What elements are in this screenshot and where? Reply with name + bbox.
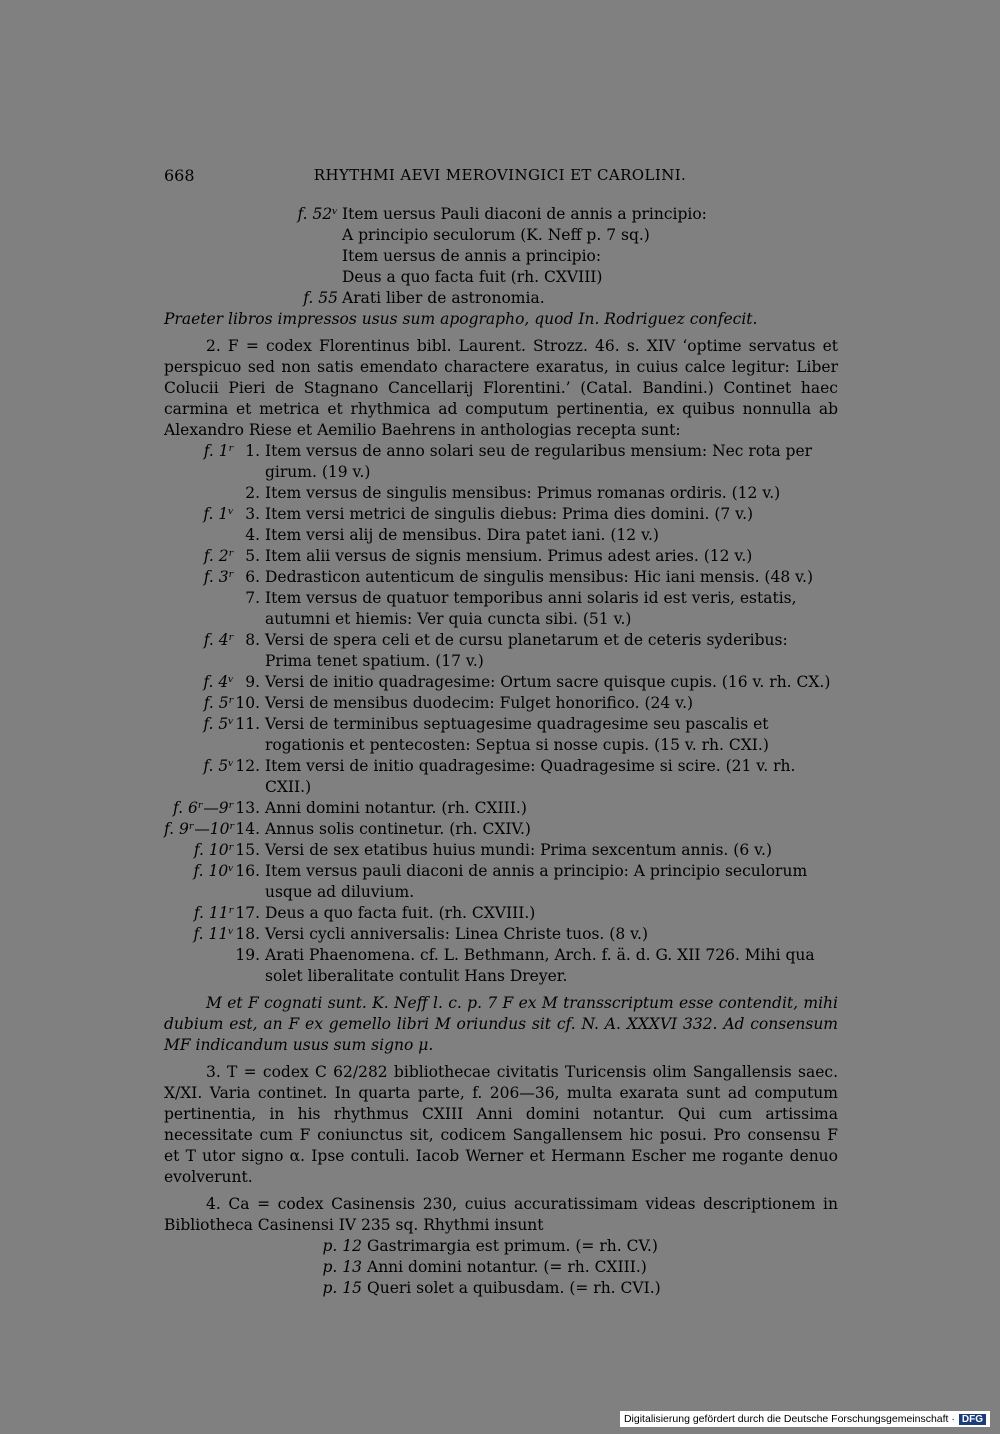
paragraph-codex-ca: 4. Ca = codex Casinensis 230, cuius accuratissimam videas descriptionem in Bibliotheca Casinensi IV 235 sq. Rhythmi insunt	[164, 1195, 838, 1234]
item-number: 9.	[245, 673, 260, 691]
folio-reference: f. 4ᵛ	[203, 673, 234, 691]
paragraph-codex-t: 3. T = codex C 62/282 bibliothecae civitatis Turicensis olim Sangallensis saec. X/XI. Varia continet. In quarta parte, f. 206—36, multa exarata sunt ad computum pertinentia, in his rhythmus CXIII Anni domini notantur. Qui cum artissima necessitate cum F coniunctus sit, codicem Sangallensem hic posui. Pro consensu F et T utor signo α. Ipse contuli. Iacob Werner et Hermann Escher me rogante denuo evolverunt.	[164, 1063, 838, 1186]
contents-item	[164, 819, 838, 840]
item-number: 12.	[235, 757, 260, 775]
manuscript-entry	[164, 267, 838, 288]
page-entry	[164, 1236, 838, 1257]
folio-reference: f. 3ʳ	[203, 568, 234, 586]
contents-item	[164, 756, 838, 798]
item-number: 1.	[245, 442, 260, 460]
folio-reference: f. 5ᵛ	[203, 715, 234, 733]
contents-item	[164, 630, 838, 672]
item-number: 5.	[245, 547, 260, 565]
entry-text: A principio seculorum (K. Neff p. 7 sq.)	[342, 226, 650, 244]
dfg-logo: DFG	[959, 1414, 986, 1425]
item-text: Item versus de singulis mensibus: Primus romanas ordiris. (12 v.)	[265, 484, 781, 502]
item-text: Item versus de quatuor temporibus anni solaris id est veris, estatis, autumni et hiemis: Ver quia cuncta sibi. (51 v.)	[265, 589, 797, 628]
item-number: 10.	[235, 694, 260, 712]
item-number: 4.	[245, 526, 260, 544]
contents-item	[164, 504, 838, 525]
item-text: Item alii versus de signis mensium. Primus adest aries. (12 v.)	[265, 547, 753, 565]
contents-item	[164, 924, 838, 945]
folio-reference: f. 4ʳ	[203, 631, 234, 649]
item-text: Versi de initio quadragesime: Ortum sacre quisque cupis. (16 v. rh. CX.)	[265, 673, 831, 691]
item-number: 3.	[245, 505, 260, 523]
paragraph-codex-f: 2. F = codex Florentinus bibl. Laurent. Strozz. 46. s. XIV ‘optime servatus et perspicuo sed non satis emendato charactere exaratus, in cuius calce legitur: Liber Colucii Pieri de Stagnano Cancellarij Florentini.’ (Catal. Bandini.) Continet haec carmina et metrica et rhythmica ad computum pertinentia, ex quibus nonnulla ab Alexandro Riese et Aemilio Baehrens in anthologias recepta sunt:	[164, 337, 838, 439]
item-text: Item versi alij de mensibus. Dira patet iani. (12 v.)	[265, 526, 659, 544]
folio-reference: f. 11ʳ	[193, 904, 234, 922]
item-text: Versi de mensibus duodecim: Fulget honorifico. (24 v.)	[265, 694, 694, 712]
folio-reference	[164, 225, 342, 246]
entry-text: Gastrimargia est primum. (= rh. CV.)	[367, 1237, 658, 1255]
page-reference: p. 13	[322, 1258, 362, 1276]
item-text: Annus solis continetur. (rh. CXIV.)	[265, 820, 531, 838]
manuscript-entry	[164, 225, 838, 246]
page-number: 668	[164, 166, 195, 185]
contents-item	[164, 672, 838, 693]
item-number: 11.	[235, 715, 260, 733]
contents-item	[164, 714, 838, 756]
item-text: Versi de spera celi et de cursu planetarum et de ceteris syderibus: Prima tenet spatium. (17 v.)	[265, 631, 788, 670]
entry-text: Deus a quo facta fuit (rh. CXVIII)	[342, 268, 603, 286]
contents-item	[164, 588, 838, 630]
digitization-footer	[620, 1411, 990, 1427]
manuscript-entry	[164, 246, 838, 267]
entry-text: Item uersus de annis a principio:	[342, 247, 602, 265]
item-number: 16.	[235, 862, 260, 880]
folio-reference: f. 9ʳ—10ʳ	[164, 820, 235, 838]
manuscript-list-m	[164, 204, 838, 309]
item-number: 8.	[245, 631, 260, 649]
page-entry	[164, 1257, 838, 1278]
entry-text: Anni domini notantur. (= rh. CXIII.)	[367, 1258, 647, 1276]
folio-reference: f. 1ʳ	[203, 442, 234, 460]
folio-reference	[164, 945, 234, 987]
item-text: Versi de terminibus septuagesime quadragesime seu pascalis et rogationis et pentecosten: Septua si nosse cupis. (15 v. rh. CXI.)	[265, 715, 769, 754]
contents-item	[164, 441, 838, 483]
item-text: Anni domini notantur. (rh. CXIII.)	[265, 799, 527, 817]
item-text: Item versi metrici de singulis diebus: Prima dies domini. (7 v.)	[265, 505, 754, 523]
folio-reference: f. 5ʳ	[203, 694, 234, 712]
item-number: 6.	[245, 568, 260, 586]
folio-reference	[164, 267, 342, 288]
folio-reference: f. 52ᵛ	[297, 205, 338, 223]
contents-item	[164, 567, 838, 588]
item-number: 17.	[235, 904, 260, 922]
entry-text: Item uersus Pauli diaconi de annis a principio:	[342, 205, 707, 223]
folio-reference: f. 11ᵛ	[193, 925, 234, 943]
item-text: Item versus pauli diaconi de annis a principio: A principio seculorum usque ad diluvium.	[265, 862, 808, 901]
folio-reference	[164, 588, 234, 630]
item-number: 13.	[235, 799, 260, 817]
page-reference: p. 12	[322, 1237, 362, 1255]
item-text: Item versus de anno solari seu de regularibus mensium: Nec rota per girum. (19 v.)	[265, 442, 813, 481]
manuscript-entry	[164, 288, 838, 309]
item-text: Versi de sex etatibus huius mundi: Prima sexcentum annis. (6 v.)	[265, 841, 773, 859]
folio-reference: f. 1ᵛ	[203, 505, 234, 523]
manuscript-entry	[164, 204, 838, 225]
page-reference: p. 15	[322, 1279, 362, 1297]
codex-f-contents-list	[164, 441, 838, 987]
paragraph-mf-relation: M et F cognati sunt. K. Neff l. c. p. 7 F ex M transscriptum esse contendit, mihi dubium est, an F ex gemello libri M oriundus sit cf. N. A. XXXVI 332. Ad consensum MF indicandum usus sum signo μ.	[164, 994, 838, 1054]
contents-item	[164, 861, 838, 903]
contents-item	[164, 525, 838, 546]
item-number: 18.	[235, 925, 260, 943]
folio-reference	[164, 246, 342, 267]
contents-item	[164, 483, 838, 504]
item-number: 7.	[245, 589, 260, 607]
item-number: 19.	[235, 946, 260, 964]
item-text: Arati Phaenomena. cf. L. Bethmann, Arch. f. ä. d. G. XII 726. Mihi qua solet liberalitate contulit Hans Dreyer.	[265, 946, 815, 985]
entry-text: Arati liber de astronomia.	[342, 289, 545, 307]
page-header	[164, 166, 836, 188]
folio-reference: f. 10ʳ	[193, 841, 234, 859]
codex-ca-contents-list	[164, 1236, 838, 1299]
contents-item	[164, 798, 838, 819]
item-text: Versi cycli anniversalis: Linea Christe tuos. (8 v.)	[265, 925, 649, 943]
contents-item	[164, 903, 838, 924]
contents-item	[164, 546, 838, 567]
entry-text: Queri solet a quibusdam. (= rh. CVI.)	[367, 1279, 661, 1297]
folio-reference: f. 2ʳ	[203, 547, 234, 565]
item-text: Deus a quo facta fuit. (rh. CXVIII.)	[265, 904, 536, 922]
contents-item	[164, 693, 838, 714]
item-text: Item versi de initio quadragesime: Quadragesime si scire. (21 v. rh. CXII.)	[265, 757, 796, 796]
item-number: 2.	[245, 484, 260, 502]
page-body	[164, 204, 838, 1299]
item-number: 15.	[235, 841, 260, 859]
folio-reference: f. 10ᵛ	[193, 862, 234, 880]
item-number: 14.	[235, 820, 260, 838]
folio-reference: f. 6ʳ—9ʳ	[172, 799, 234, 817]
folio-reference	[164, 483, 234, 504]
footer-text: Digitalisierung gefördert durch die Deutsche Forschungsgemeinschaft ·	[623, 1413, 955, 1425]
item-text: Dedrasticon autenticum de singulis mensibus: Hic iani mensis. (48 v.)	[265, 568, 814, 586]
folio-reference: f. 55	[303, 289, 338, 307]
running-title: RHYTHMI AEVI MEROVINGICI ET CAROLINI.	[313, 166, 687, 184]
note-apographo: Praeter libros impressos usus sum apographo, quod In. Rodriguez confecit.	[164, 310, 758, 328]
folio-reference	[164, 525, 234, 546]
contents-item	[164, 840, 838, 861]
page-entry	[164, 1278, 838, 1299]
folio-reference: f. 5ᵛ	[203, 757, 234, 775]
contents-item	[164, 945, 838, 987]
